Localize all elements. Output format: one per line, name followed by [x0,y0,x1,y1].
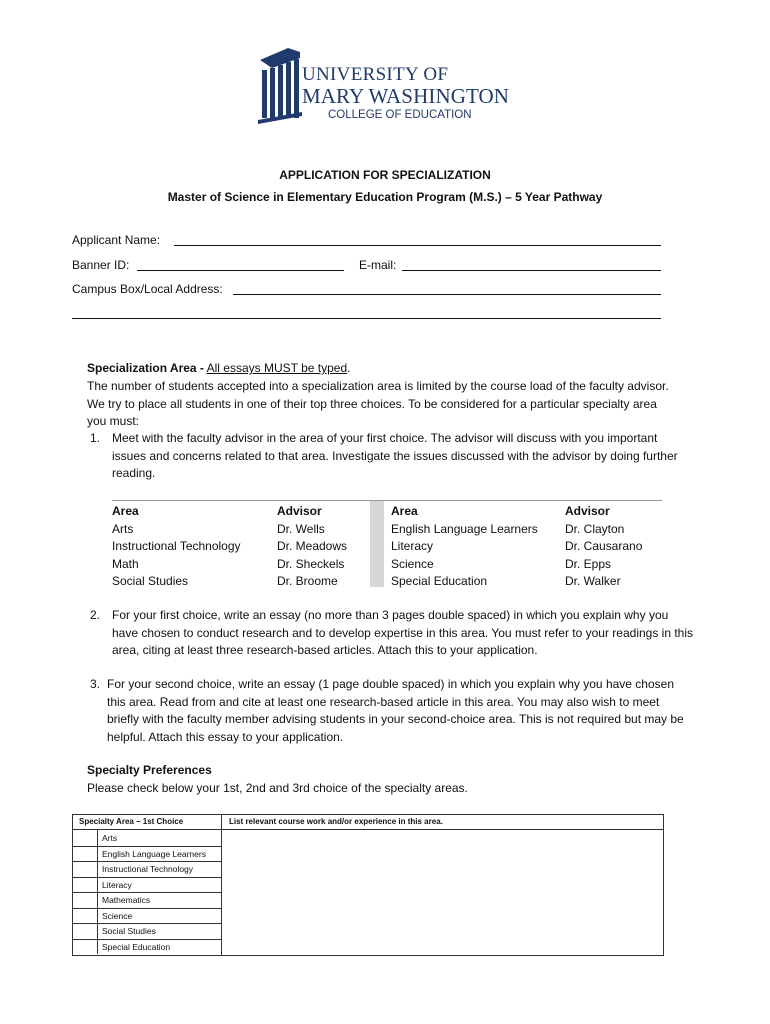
advisor-clayton: Dr. Clayton [565,521,625,536]
area-header-right: Area [391,504,418,518]
pref-social-studies-label: Social Studies [102,926,156,936]
advisor-wells: Dr. Wells [277,521,325,536]
advisor-epps: Dr. Epps [565,556,612,571]
pref-science-label: Science [102,910,133,921]
pref-ell-label: English Language Learners [102,848,206,859]
area-social-studies: Social Studies [112,574,189,588]
mathematics-checkbox[interactable] [73,892,98,908]
advisor-causarano: Dr. Causarano [565,539,643,553]
preferences-heading [87,762,212,780]
area-math: Math [112,556,139,571]
first-choice-header: Specialty Area – 1st Choice [79,817,184,826]
area-header-left: Area [112,504,139,518]
essays-typed-note: All essays MUST be typed [206,361,348,375]
right-area-column [391,503,538,591]
email-field[interactable] [402,270,661,271]
advisor-meadows: Dr. Meadows [277,539,348,553]
advisor-header-right: Advisor [565,504,610,518]
form-subtitle: Master of Science in Elementary Education Program (M.S.) – 5 Year Pathway [167,190,603,204]
social-studies-checkbox[interactable] [73,923,98,939]
preferences-table [72,814,664,956]
right-advisor-column [565,503,642,591]
campus-box-label: Campus Box/Local Address: [72,282,223,296]
ell-checkbox[interactable] [73,846,98,862]
pref-row-ell [73,846,221,863]
preferences-title: Specialty Preferences [87,763,212,777]
table-divider-shade [370,501,384,587]
item-3-text: For your second choice, write an essay (1 page double spaced) in which you explain why you have chosen this area. Read from and cite at least one research-based article in this area. You may also wish to meet briefly with the faculty member advising students in your second-choice area. This is not required but may be helpful. Attach this essay to your application. [107,677,684,744]
preferences-instruction: Please check below your 1st, 2nd and 3rd choice of the specialty areas. [87,781,468,795]
item-1-number: 1. [90,431,101,445]
area-arts: Arts [112,521,134,536]
logo-line-1: UNIVERSITY OF [302,64,449,85]
advisor-table [112,500,662,589]
special-education-checkbox[interactable] [73,939,98,955]
pref-row-instructional-technology [73,861,221,878]
pref-row-mathematics [73,892,221,909]
pref-row-special-education [73,939,221,955]
banner-id-field[interactable] [137,270,344,271]
heading-period: . [347,361,351,375]
item-2-text: For your first choice, write an essay (no more than 3 pages double spaced) in which you explain why you have chosen to conduct research and to develop expertise in this area. You must refer to your readings in this area, citing at least three research-based articles. Attach this to your application. [112,608,694,657]
campus-box-field[interactable] [233,294,661,295]
item-3-number: 3. [90,677,101,691]
columns-logo-icon [258,46,302,128]
advisor-sheckels: Dr. Sheckels [277,556,345,571]
pref-literacy-label: Literacy [102,879,132,890]
logo-line-2: MARY WASHINGTON [302,84,510,108]
specialization-heading [87,360,677,378]
instructional-technology-checkbox[interactable] [73,861,98,877]
area-instructional-technology: Instructional Technology [112,539,241,553]
coursework-input-area[interactable] [223,831,661,953]
pref-instructional-technology-label: Instructional Technology [102,864,194,874]
applicant-name-field[interactable] [174,245,661,246]
applicant-name-label: Applicant Name: [72,233,161,247]
advisor-walker: Dr. Walker [565,574,621,588]
science-checkbox[interactable] [73,908,98,924]
arts-checkbox[interactable] [73,830,98,846]
item-2-number: 2. [90,608,101,622]
university-logo [258,46,508,128]
advisor-broome: Dr. Broome [277,574,338,588]
advisor-header-left: Advisor [277,504,322,518]
area-literacy: Literacy [391,539,434,553]
pref-row-literacy [73,877,221,894]
item-1-text: Meet with the faculty advisor in the area of your first choice. The advisor will discuss with you important issues and concerns related to that area. Investigate the issues discussed with the advisor by doing further reading. [112,431,678,480]
pref-row-social-studies [73,923,221,940]
address-line-2-field[interactable] [72,318,661,319]
left-advisor-column [277,503,347,591]
literacy-checkbox[interactable] [73,877,98,893]
pref-row-arts [73,830,221,847]
specialization-intro: The number of students accepted into a specialization area is limited by the course load of the faculty advisor. We try to place all students in one of their top three choices. To be considered for a particular specialty area you must: [87,379,669,428]
area-english-language-learners: English Language Learners [391,521,538,536]
area-science: Science [391,556,434,571]
preferences-column-divider [221,815,222,955]
banner-id-label: Banner ID: [72,258,130,272]
coursework-header: List relevant course work and/or experience in this area. [229,817,443,826]
form-title: APPLICATION FOR SPECIALIZATION [279,168,491,182]
pref-mathematics-label: Mathematics [102,895,151,905]
email-label: E-mail: [359,258,397,272]
specialization-title: Specialization Area - [87,361,204,375]
pref-arts-label: Arts [102,833,118,843]
pref-special-education-label: Special Education [102,941,171,952]
logo-line-3: COLLEGE OF EDUCATION [328,109,472,121]
pref-row-science [73,908,221,925]
area-special-education: Special Education [391,574,488,588]
left-area-column [112,503,241,591]
